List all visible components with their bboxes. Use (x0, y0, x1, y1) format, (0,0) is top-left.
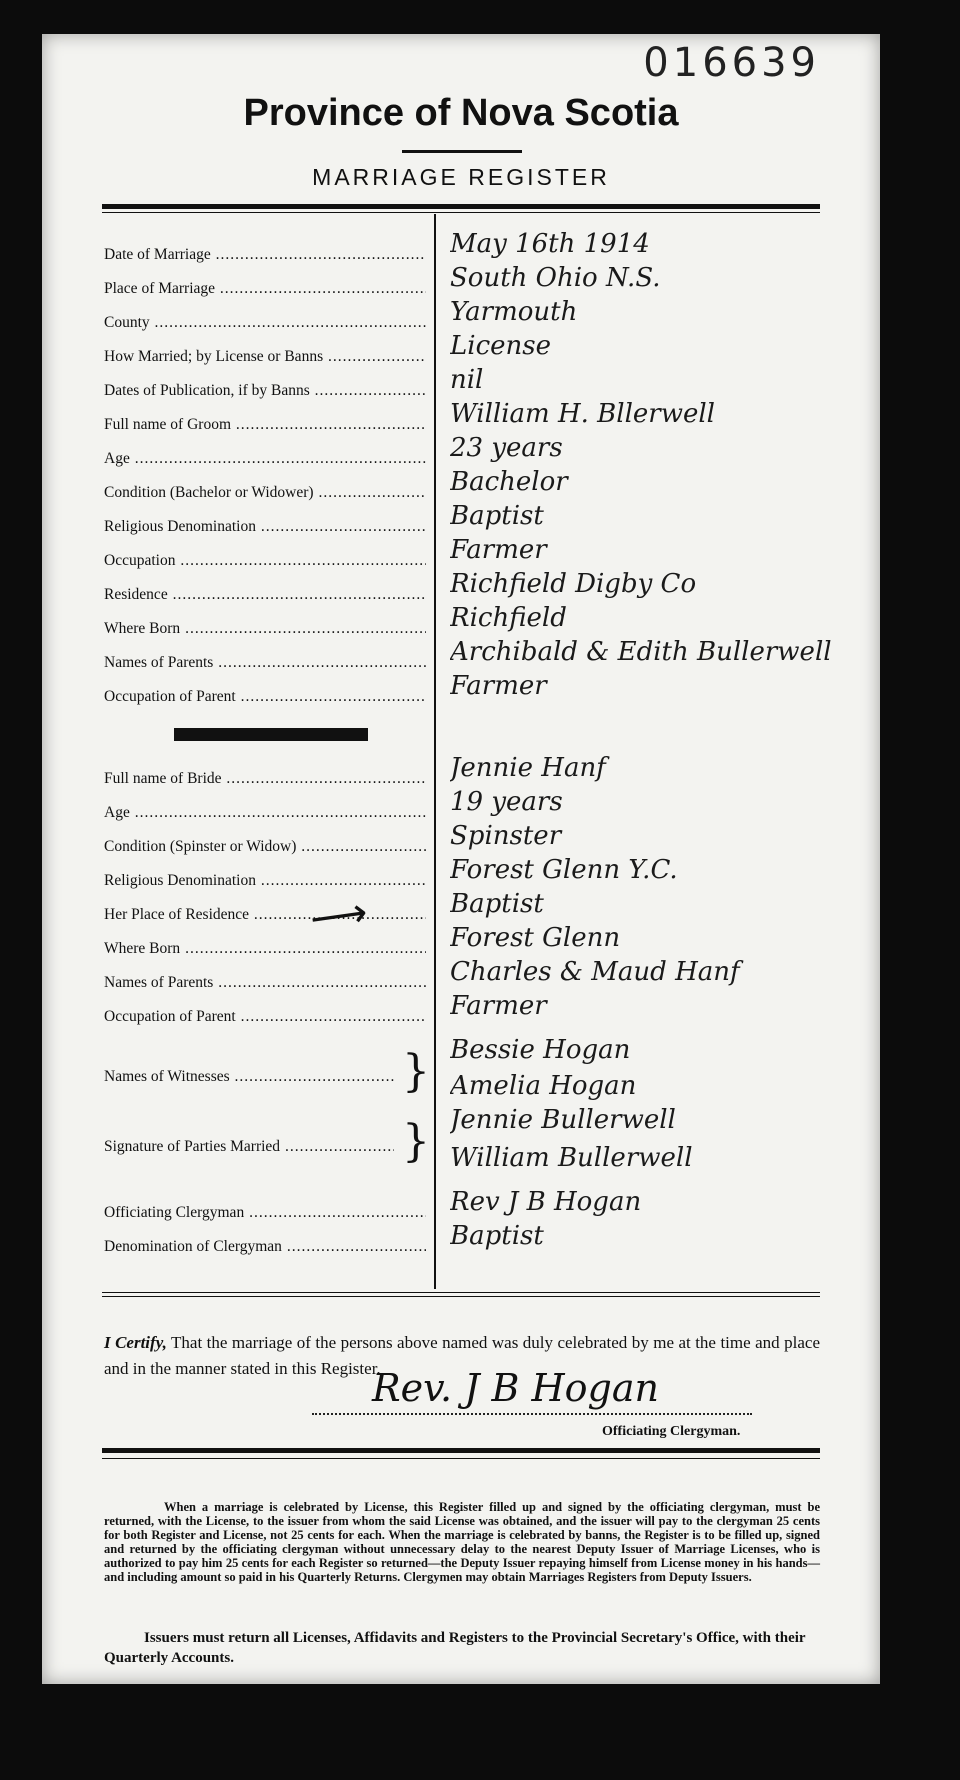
certify-body: That the marriage of the persons above named was duly celebrated by me at the time and place and in the manner stated in this Register. (104, 1333, 820, 1378)
header-rule (102, 204, 820, 209)
field-value: Rev J B Hogan (450, 1187, 642, 1217)
field-label: Dates of Publication, if by Banns ..... (104, 382, 426, 406)
field-label: Where Born ..... (104, 620, 426, 644)
instructions-text: When a marriage is celebrated by License, this Register filled up and signed by the officiating clergyman, must be returned, with the License, to the issuer from whom the said License was obtained, and the issuer will pay to the clergyman 25 cents for both Register and License, not 25 cents for each. When the marriage is celebrated by banns, the Register is to be filled up, signed and returned by the officiating clergyman without unnecessary delay to the nearest Deputy Issuer of Marriage Licenses, who is authorized to pay him 25 cents for each Register so returned—the Deputy Issuer repaying himself from License money in his hands—and including amount so paid in his Quarterly Returns. Clergymen may obtain Marriages Registers from Deputy Issuers. (104, 1500, 820, 1584)
field-value: License (450, 331, 552, 361)
field-label: Officiating Clergyman ..... (104, 1204, 426, 1228)
field-label: Full name of Bride ..... (104, 770, 426, 794)
party-signature-1: Jennie Bullerwell (450, 1105, 676, 1135)
field-value: Farmer (450, 535, 547, 565)
field-label: Occupation of Parent ..... (104, 1008, 426, 1032)
section-divider-bar (174, 728, 368, 741)
field-value: Forest Glenn (450, 923, 621, 953)
field-label: Occupation of Parent ..... (104, 688, 426, 712)
field-value: Yarmouth (450, 297, 578, 327)
field-label: Religious Denomination ..... (104, 872, 426, 896)
register-number: 016639 (643, 40, 820, 86)
field-label: Place of Marriage ..... (104, 280, 426, 304)
field-value: Charles & Maud Hanf (450, 957, 740, 987)
field-label: How Married; by License or Banns ..... (104, 348, 426, 372)
field-label: Condition (Spinster or Widow) ..... (104, 838, 426, 862)
field-value: Baptist (450, 501, 544, 531)
field-value: South Ohio N.S. (450, 263, 661, 293)
field-value: 19 years (450, 787, 563, 817)
field-label: Her Place of Residence ..... (104, 906, 426, 930)
brace-icon: } (402, 1046, 430, 1097)
certify-rule-2 (102, 1296, 820, 1297)
field-value: Baptist (450, 889, 544, 919)
certify-lead: I Certify, (104, 1333, 167, 1352)
field-value: Farmer (450, 991, 547, 1021)
document-title: Province of Nova Scotia (243, 92, 679, 134)
field-label: County ..... (104, 314, 426, 338)
field-label: Religious Denomination ..... (104, 518, 426, 542)
field-label: Full name of Groom ..... (104, 416, 426, 440)
title-underline (402, 150, 522, 153)
field-label: Denomination of Clergyman ..... (104, 1238, 426, 1262)
field-value: Farmer (450, 671, 547, 701)
document-subtitle: MARRIAGE REGISTER (312, 164, 610, 190)
field-label: Where Born ..... (104, 940, 426, 964)
field-label: Residence ..... (104, 586, 426, 610)
field-value: 23 years (450, 433, 563, 463)
brace-icon: } (402, 1116, 430, 1167)
field-label: Date of Marriage ..... (104, 246, 426, 270)
field-value: Spinster (450, 821, 562, 851)
field-label: Occupation ..... (104, 552, 426, 576)
certify-rule (102, 1292, 820, 1293)
field-label: Age ..... (104, 450, 426, 474)
field-value: Richfield Digby Co (450, 569, 697, 599)
field-label: Names of Parents ..... (104, 974, 426, 998)
clergyman-signature: Rev. J B Hogan (372, 1366, 660, 1410)
field-value: Forest Glenn Y.C. (450, 855, 678, 885)
field-value: Baptist (450, 1221, 544, 1251)
header-rule-thin (102, 212, 820, 213)
field-label: Condition (Bachelor or Widower) ..... (104, 484, 426, 508)
witnesses-label: Names of Witnesses ..... (104, 1068, 394, 1092)
field-label: Age ..... (104, 804, 426, 828)
register-sheet (42, 34, 880, 1684)
footer-rule (102, 1448, 820, 1453)
parties-label: Signature of Parties Married ..... (104, 1138, 394, 1162)
final-note: Issuers must return all Licenses, Affidavits and Registers to the Provincial Secretary's Office, with their Quarterly Accounts. (104, 1630, 806, 1666)
witness-1: Bessie Hogan (450, 1035, 631, 1065)
field-value: Archibald & Edith Bullerwell (450, 637, 832, 667)
field-value: May 16th 1914 (450, 229, 650, 259)
signature-caption: Officiating Clergyman. (602, 1424, 741, 1439)
party-signature-2: William Bullerwell (450, 1143, 693, 1173)
field-value: Jennie Hanf (450, 753, 606, 783)
field-label: Names of Parents ..... (104, 654, 426, 678)
column-divider (434, 214, 436, 1289)
field-value: nil (450, 365, 484, 395)
field-value: Bachelor (450, 467, 568, 497)
footer-rule-thin (102, 1458, 820, 1459)
field-value: Richfield (450, 603, 567, 633)
arrow-icon: ⟶ (307, 889, 371, 942)
witness-2: Amelia Hogan (450, 1071, 637, 1101)
field-value: William H. Bllerwell (450, 399, 715, 429)
